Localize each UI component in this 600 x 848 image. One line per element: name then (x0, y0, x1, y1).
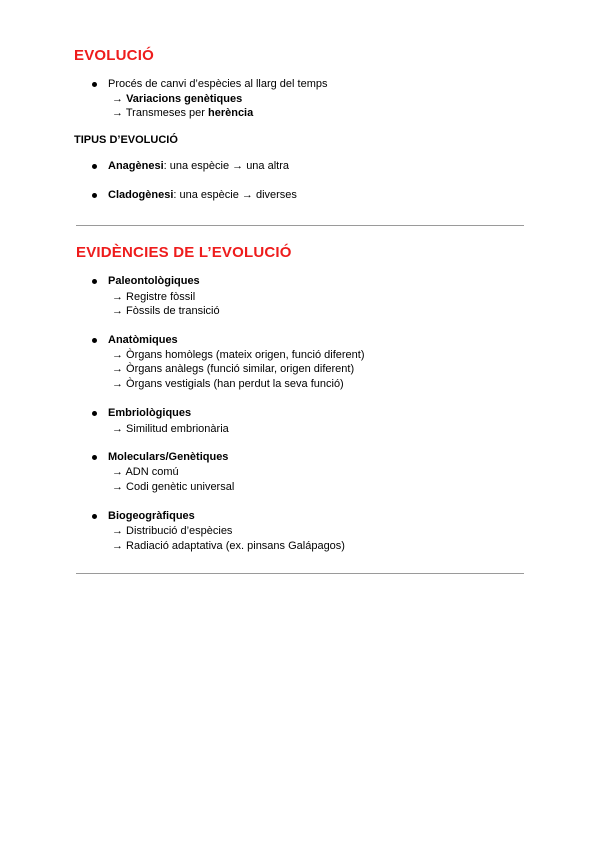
evidence-item: → Codi genètic universal (112, 481, 235, 493)
evidence-group-title: Paleontològiques (108, 275, 200, 287)
section-title-evolucio: EVOLUCIÓ (74, 47, 154, 64)
evidence-item: → Distribució d’espècies (112, 525, 233, 537)
evidence-item: → Similitud embrionària (112, 423, 229, 435)
arrow-text: → (112, 93, 127, 105)
description: : una espècie → una altra (163, 160, 289, 172)
cladogenesi-item (108, 188, 297, 202)
evidence-item: → Radiació adaptativa (ex. pinsans Galápagos) (112, 540, 345, 552)
term: Anagènesi (108, 160, 164, 172)
evidence-item: → Registre fòssil (112, 291, 196, 303)
types-heading: TIPUS D’EVOLUCIÓ (74, 134, 178, 146)
evidence-group-title: Biogeogràfiques (108, 510, 195, 522)
definition-subitem (112, 106, 253, 120)
horizontal-divider (76, 573, 524, 574)
bold-term: Variacions genètiques (126, 93, 243, 105)
evidence-group-title: Embriològiques (108, 407, 192, 419)
evidence-item: → Òrgans anàlegs (funció similar, origen diferent) (112, 363, 355, 375)
anagenesi-item (108, 159, 289, 173)
evidence-item: → Fòssils de transició (112, 305, 220, 317)
definition-subitem (112, 92, 242, 106)
arrow-text: → (112, 107, 126, 119)
definition-text: Procés de canvi d’espècies al llarg del temps (108, 78, 328, 90)
evidence-group-title: Anatòmiques (108, 334, 178, 346)
evidence-item: → Òrgans homòlegs (mateix origen, funció diferent) (112, 349, 365, 361)
horizontal-divider (76, 225, 524, 226)
description: : una espècie → diverses (173, 189, 297, 201)
plain-text: Transmeses per (125, 107, 208, 119)
bold-term: herència (207, 107, 254, 119)
term: Cladogènesi (108, 189, 174, 201)
evidence-item: → Òrgans vestigials (han perdut la seva funció) (112, 378, 344, 390)
section-title-evidencies: EVIDÈNCIES DE L’EVOLUCIÓ (76, 244, 292, 261)
evidence-group-title: Moleculars/Genètiques (108, 451, 229, 463)
evidence-item: → ADN comú (112, 466, 179, 478)
